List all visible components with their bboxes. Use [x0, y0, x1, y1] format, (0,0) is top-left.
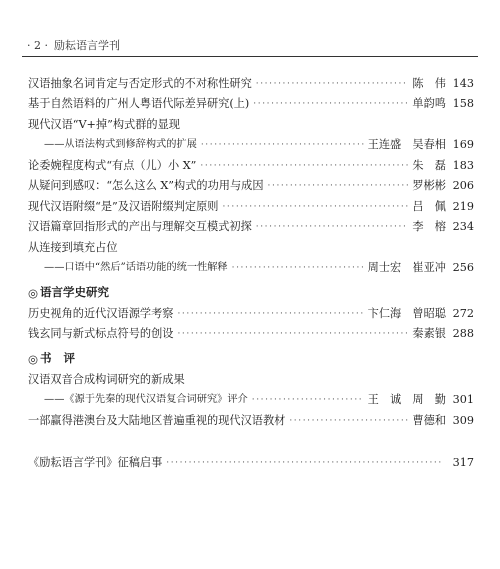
entry-subtitle: ——《源于先秦的现代汉语复合词研究》评介 — [44, 394, 248, 405]
dot-leader — [177, 327, 408, 341]
dot-leader — [268, 179, 409, 193]
dot-leader — [289, 414, 408, 428]
entry-title: 基于自然语料的广州人粤语代际差异研究(上) — [28, 97, 250, 110]
toc-entry[interactable] — [28, 70, 474, 91]
toc-entry[interactable] — [28, 321, 474, 342]
dot-leader — [201, 138, 364, 152]
table-of-contents — [28, 70, 474, 470]
entry-page: 256 — [452, 261, 474, 274]
entry-page: 288 — [452, 327, 474, 340]
entry-author: 单韵鸣 — [412, 97, 446, 110]
toc-entry[interactable] — [28, 450, 474, 471]
section-label: 书评 — [40, 351, 88, 365]
entry-title: 从连接到填充占位 — [28, 240, 118, 254]
entry-title: 《励耘语言学刊》征稿启事 — [28, 456, 163, 469]
toc-entry[interactable] — [28, 255, 474, 276]
entry-subtitle: ——从语法构式到修辞构式的扩展 — [44, 139, 197, 150]
entry-page: 158 — [452, 97, 474, 110]
entry-page: 219 — [452, 199, 474, 213]
toc-entry[interactable] — [28, 234, 474, 255]
spacer — [28, 428, 474, 450]
dot-leader — [256, 220, 409, 234]
entry-author: 卞仁海 曾昭聪 — [367, 306, 446, 320]
section-label: 语言学史研究 — [40, 285, 110, 299]
entry-page: 309 — [452, 413, 474, 427]
toc-entry[interactable] — [28, 111, 474, 132]
dot-leader — [200, 159, 408, 173]
entry-title: 现代汉语“V+掉”构式群的显现 — [28, 117, 180, 131]
journal-name: 励耘语言学刊 — [54, 39, 120, 52]
entry-author: 罗彬彬 — [412, 179, 446, 192]
entry-author: 朱 磊 — [412, 158, 446, 172]
header-rule — [22, 56, 478, 57]
entry-author: 李 榕 — [412, 220, 446, 233]
entry-title: 汉语篇章回指形式的产出与理解交互模式初探 — [28, 220, 252, 233]
toc-entry[interactable] — [28, 387, 474, 408]
toc-group-notice — [28, 450, 474, 471]
entry-title: 从疑问到感叹：“怎么这么 X”构式的功用与成因 — [28, 179, 264, 192]
section-heading-history — [28, 278, 474, 300]
entry-page: 183 — [452, 158, 474, 172]
section-heading-review — [28, 344, 474, 366]
entry-page: 169 — [452, 138, 474, 151]
entry-page: 301 — [452, 393, 474, 406]
toc-entry[interactable] — [28, 132, 474, 153]
entry-page: 317 — [452, 456, 474, 469]
entry-author: 曹德和 — [412, 413, 446, 427]
entry-author: 陈 伟 — [412, 76, 446, 90]
section-mark-icon: ◎ — [28, 352, 39, 366]
toc-group-history — [28, 300, 474, 341]
entry-subtitle: ——口语中“然后”话语功能的统一性解释 — [44, 262, 228, 273]
toc-entry[interactable] — [28, 193, 474, 214]
dot-leader — [256, 77, 409, 91]
entry-title: 钱玄同与新式标点符号的创设 — [28, 327, 174, 340]
toc-entry[interactable] — [28, 214, 474, 235]
toc-entry[interactable] — [28, 152, 474, 173]
page-number: · 2 · — [27, 39, 48, 52]
entry-page: 143 — [452, 76, 474, 90]
dot-leader — [177, 307, 363, 321]
toc-entry[interactable] — [28, 407, 474, 428]
entry-page: 272 — [452, 306, 474, 320]
dot-leader — [222, 200, 408, 214]
entry-title: 论委婉程度构式“有点（儿）小 X” — [28, 158, 197, 172]
toc-group-linguistics — [28, 70, 474, 275]
toc-entry[interactable] — [28, 91, 474, 112]
entry-page: 234 — [452, 220, 474, 233]
section-mark-icon: ◎ — [28, 286, 39, 300]
entry-title: 历史视角的近代汉语源学考察 — [28, 306, 174, 320]
entry-author: 王 诚 周 勤 — [367, 393, 446, 406]
toc-entry[interactable] — [28, 300, 474, 321]
toc-entry[interactable] — [28, 173, 474, 194]
toc-entry[interactable] — [28, 366, 474, 387]
entry-author: 周士宏 崔亚冲 — [367, 261, 446, 274]
entry-title: 汉语双音合成构词研究的新成果 — [28, 372, 185, 386]
entry-author: 秦素银 — [412, 327, 446, 340]
toc-group-review — [28, 366, 474, 428]
entry-author: 吕 佩 — [412, 199, 446, 213]
entry-title: 汉语抽象名词肯定与否定形式的不对称性研究 — [28, 76, 252, 90]
dot-leader — [253, 97, 408, 111]
dot-leader — [252, 393, 364, 407]
entry-page: 206 — [452, 179, 474, 192]
running-header — [27, 37, 120, 53]
entry-title: 现代汉语附缀“是”及汉语附缀判定原则 — [28, 199, 219, 213]
dot-leader — [232, 261, 364, 275]
entry-title: 一部赢得港澳台及大陆地区普遍重视的现代汉语教材 — [28, 413, 286, 427]
dot-leader — [166, 456, 442, 470]
entry-author: 王连盛 吴春相 — [367, 138, 446, 151]
